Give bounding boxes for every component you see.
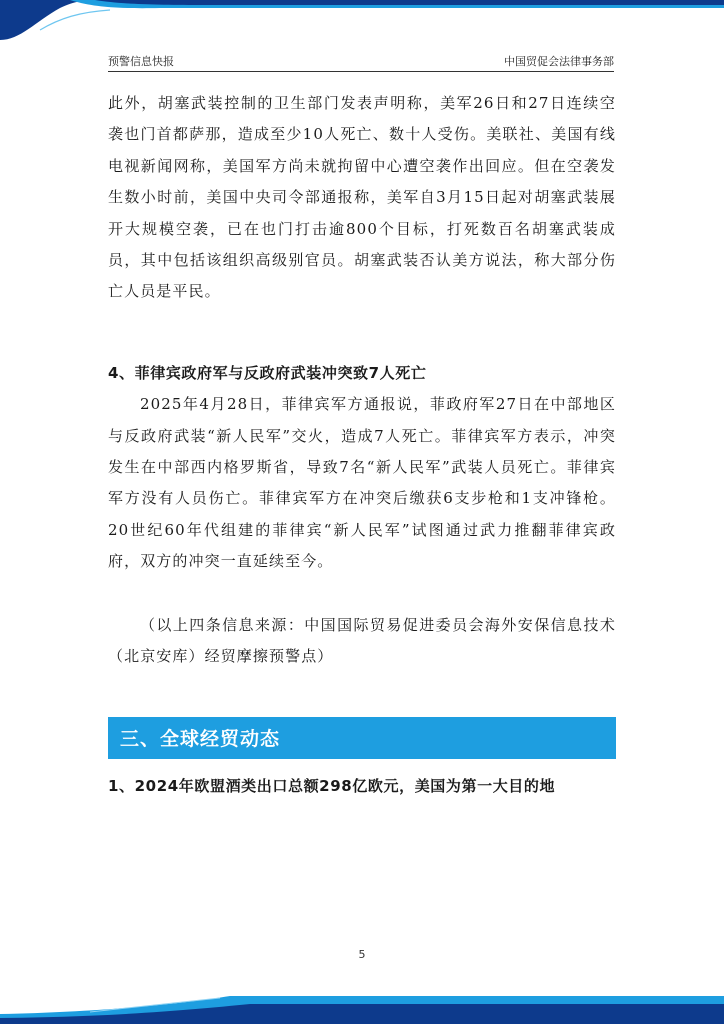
section-title: 三、全球经贸动态: [120, 728, 281, 750]
paragraph-philippines-clash: 2025年4月28日，菲律宾军方通报说，菲政府军27日在中部地区与反政府武装“新人民军”交火，造成7人死亡。菲律宾军方表示，冲突发生在中部西内格罗斯省，导致7名“新人民军”武装人员死亡。菲律宾军方没有人员伤亡。菲律宾军方在冲突后缴获6支步枪和1支冲锋枪。20世纪60年代组建的菲律宾“新人民军”试图通过武力推翻菲律宾政府，双方的冲突一直延续至今。: [108, 395, 616, 571]
source-note: （以上四条信息来源：中国国际贸易促进委员会海外安保信息技术（北京安库）经贸摩擦预警点）: [108, 615, 616, 666]
section-banner-global-trade: [108, 717, 616, 759]
page-content: [108, 88, 616, 802]
item-heading-eu-liquor-exports: 1、2024年欧盟酒类出口总额298亿欧元，美国为第一大目的地: [108, 776, 556, 795]
header-left-title: 预警信息快报: [108, 55, 174, 68]
header-wave-decoration: [0, 0, 724, 40]
footer-wave-decoration: [0, 992, 724, 1024]
page-number: 5: [358, 948, 366, 961]
header-right-title: 中国贸促会法律事务部: [504, 55, 614, 68]
item-heading-philippines: 4、菲律宾政府军与反政府武装冲突致7人死亡: [108, 363, 427, 382]
paragraph-houthi-airstrikes: 此外，胡塞武装控制的卫生部门发表声明称，美军26日和27日连续空袭也门首都萨那，造成至少10人死亡、数十人受伤。美联社、美国有线电视新闻网称，美国军方尚未就拘留中心遭空袭作出回应。但在空袭发生数小时前，美国中央司令部通报称，美军自3月15日起对胡塞武装展开大规模空袭，已在也门打击逾800个目标，打死数百名胡塞武装成员，其中包括该组织高级别官员。胡塞武装否认美方说法，称大部分伤亡人员是平民。: [108, 94, 616, 301]
header-divider: [108, 71, 614, 72]
running-header: [108, 49, 614, 69]
